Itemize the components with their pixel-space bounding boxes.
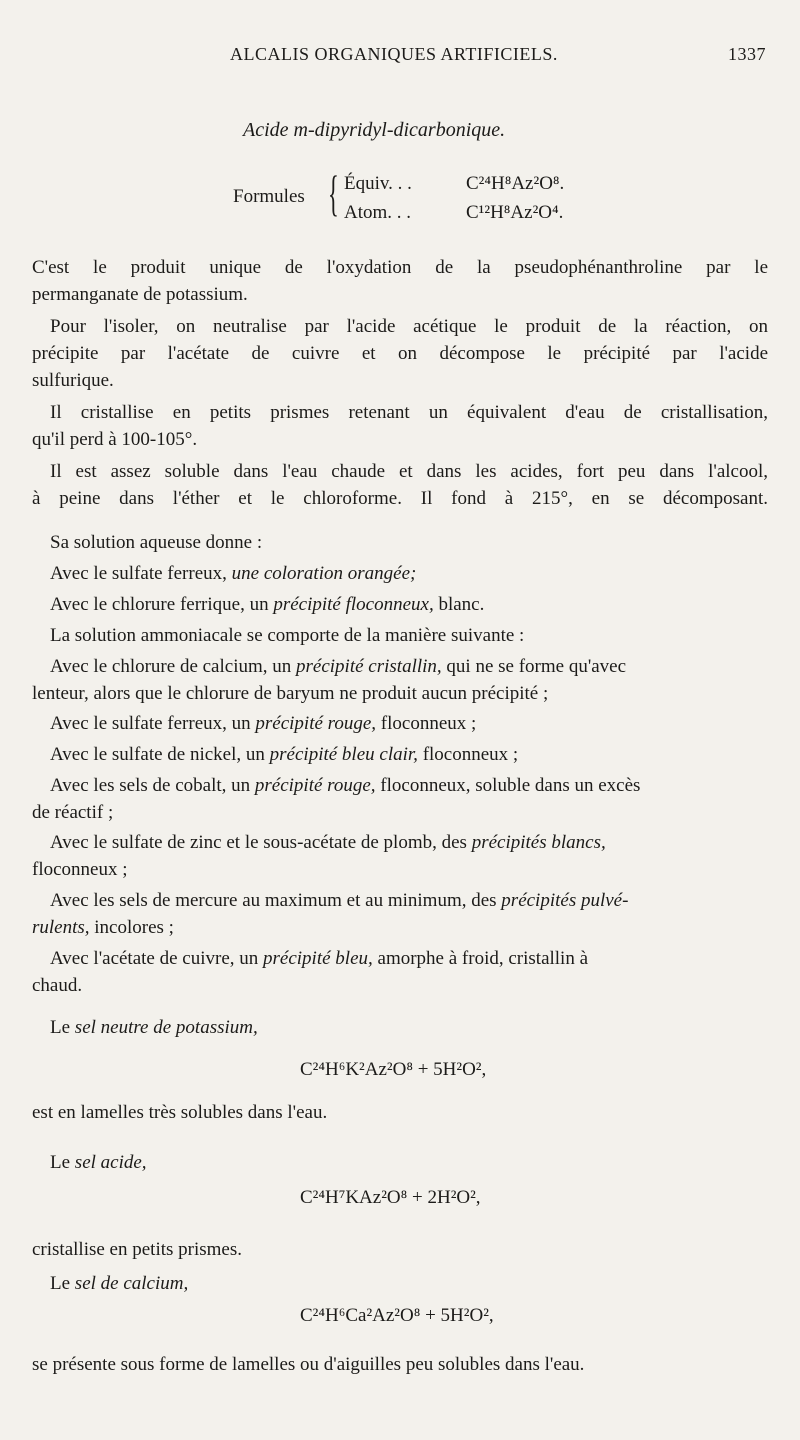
salt-description: est en lamelles très solubles dans l'eau.	[32, 1102, 328, 1123]
text-line: Sa solution aqueuse donne :	[50, 532, 263, 553]
text-line: permanganate de potassium.	[32, 284, 248, 305]
salt-description: se présente sous forme de lamelles ou d'aiguilles peu solubles dans l'eau.	[32, 1354, 585, 1375]
section-heading: Acide m-dipyridyl-dicarbonique.	[243, 119, 506, 141]
reaction-line: rulents, incolores ;	[32, 917, 174, 938]
salt-intro: Le sel neutre de potassium,	[50, 1017, 258, 1038]
formula-atom: C¹²H⁸Az²O⁴.	[466, 202, 564, 223]
salt-intro: Le sel acide,	[50, 1152, 147, 1173]
reaction-line: Avec l'acétate de cuivre, un précipité bleu, amorphe à froid, cristallin à	[50, 948, 589, 969]
salt-formula: C²⁴H⁶K²Az²O⁸ + 5H²O²,	[300, 1059, 487, 1080]
formula-equiv: C²⁴H⁸Az²O⁸.	[466, 173, 565, 194]
salt-formula: C²⁴H⁷KAz²O⁸ + 2H²O²,	[300, 1187, 481, 1208]
reaction-line: Avec le chlorure de calcium, un précipité cristallin, qui ne se forme qu'avec	[50, 656, 627, 677]
reaction-line: Avec le sulfate de nickel, un précipité bleu clair, floconneux ;	[50, 744, 519, 765]
running-head	[0, 40, 800, 64]
formula-equiv-label: Équiv. . .	[344, 173, 412, 194]
salt-formula: C²⁴H⁶Ca²Az²O⁸ + 5H²O²,	[300, 1305, 494, 1326]
reaction-line: floconneux ;	[32, 859, 128, 880]
reaction-line: chaud.	[32, 975, 83, 996]
text-line: Il cristallise en petits prismes retenant un équivalent d'eau de cristallisation,	[50, 402, 768, 423]
reaction-line: de réactif ;	[32, 802, 114, 823]
reaction-line: Avec le sulfate de zinc et le sous-acétate de plomb, des précipités blancs,	[50, 832, 606, 853]
reaction-line: Avec le sulfate ferreux, un précipité rouge, floconneux ;	[50, 713, 477, 734]
reaction-line: Avec les sels de mercure au maximum et au minimum, des précipités pulvé-	[50, 890, 629, 911]
formula-brace: {	[328, 165, 339, 221]
text-line: sulfurique.	[32, 370, 114, 391]
text-line: à peine dans l'éther et le chloroforme. Il fond à 215°, en se décomposant.	[32, 488, 768, 509]
text-line: qu'il perd à 100-105°.	[32, 429, 198, 450]
reaction-line: La solution ammoniacale se comporte de la manière suivante :	[50, 625, 525, 646]
reaction-line: lenteur, alors que le chlorure de baryum ne produit aucun précipité ;	[32, 683, 549, 704]
salt-intro: Le sel de calcium,	[50, 1273, 189, 1294]
reaction-line: Avec les sels de cobalt, un précipité rouge, floconneux, soluble dans un excès	[50, 775, 641, 796]
reaction-line: Avec le chlorure ferrique, un précipité floconneux, blanc.	[50, 594, 485, 615]
formula-atom-label: Atom. . .	[344, 202, 412, 223]
formulas-label: Formules	[233, 186, 305, 207]
text-line: Il est assez soluble dans l'eau chaude et dans les acides, fort peu dans l'alcool,	[50, 461, 768, 482]
text-line: précipite par l'acétate de cuivre et on décompose le précipité par l'acide	[32, 343, 768, 364]
running-head-title: ALCALIS ORGANIQUES ARTIFICIELS.	[230, 44, 558, 64]
page-number: 1337	[728, 44, 766, 64]
text-line: C'est le produit unique de l'oxydation de la pseudophénanthroline par le	[32, 257, 768, 278]
text-line: Pour l'isoler, on neutralise par l'acide acétique le produit de la réaction, on	[50, 316, 768, 337]
reaction-line: Avec le sulfate ferreux, une coloration orangée;	[50, 563, 417, 584]
salt-description: cristallise en petits prismes.	[32, 1239, 243, 1260]
